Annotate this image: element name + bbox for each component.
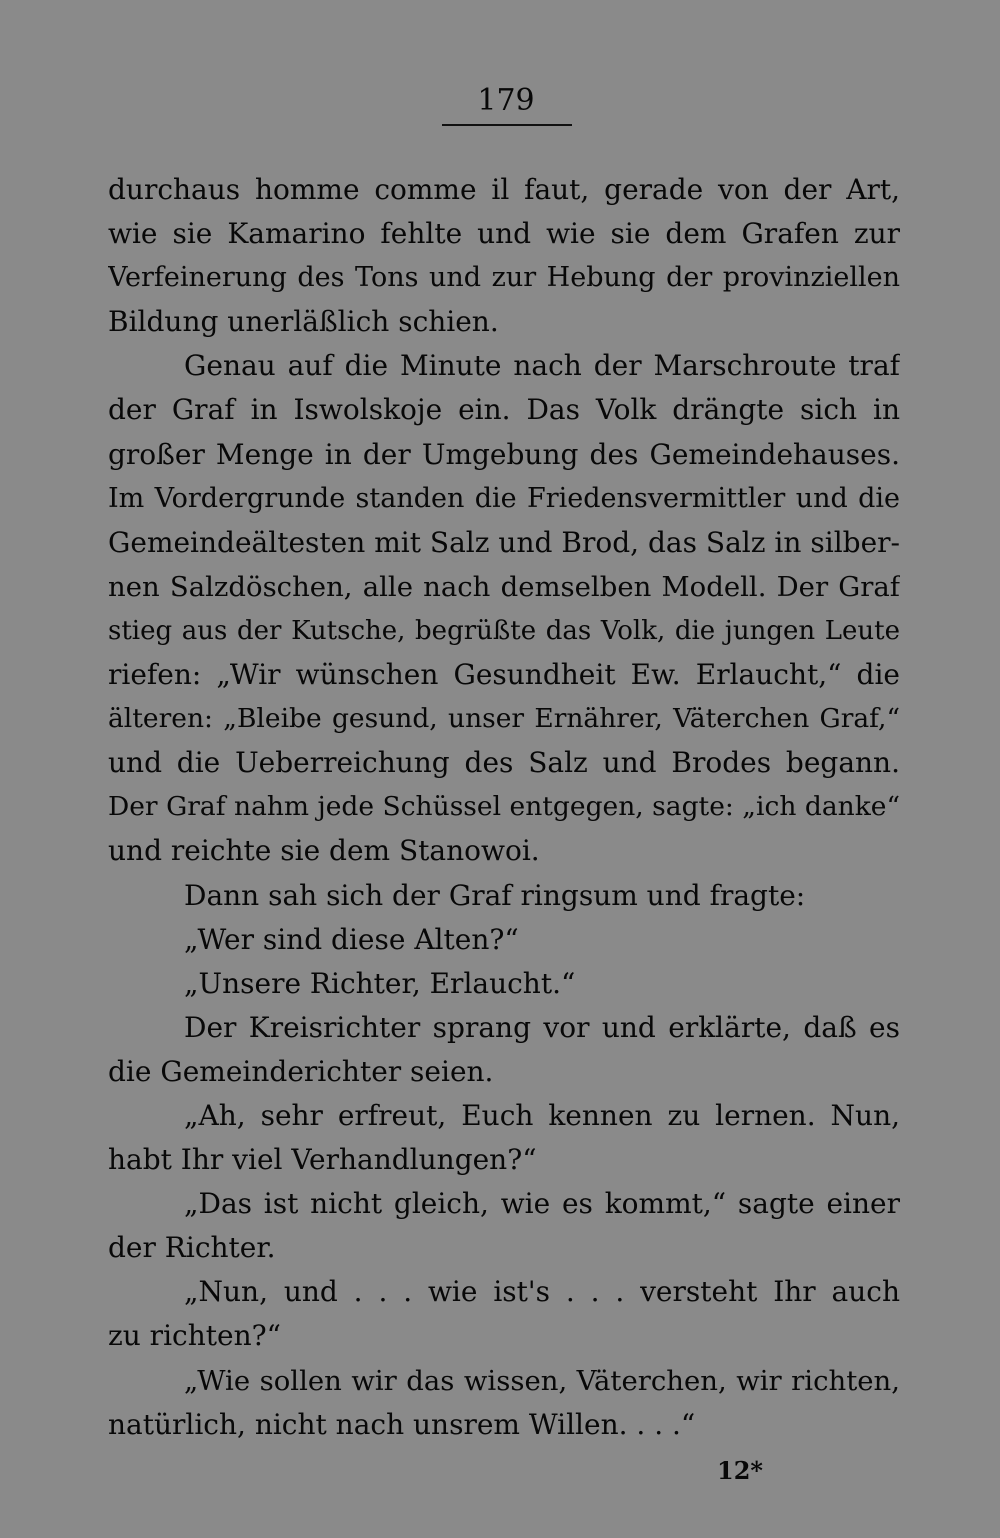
text-line: „Wer sind diese Alten?“ <box>184 922 519 956</box>
text-line: stieg aus der Kutsche, begrüßte das Volk, die jungen Leute <box>108 615 900 646</box>
text-line: die Gemeinderichter seien. <box>108 1054 494 1088</box>
text-line: und reichte sie dem Stanowoi. <box>108 834 540 868</box>
text-line: Verfeinerung des Tons und zur Hebung der provinziellen <box>108 262 900 294</box>
text-line: nen Salzdöschen, alle nach demselben Modell. Der Graf <box>108 570 900 603</box>
text-line: „Das ist nicht gleich, wie es kommt,“ sagte einer <box>184 1187 900 1221</box>
text-line: „Unsere Richter, Erlaucht.“ <box>184 966 576 1000</box>
text-line: „Ah, sehr erfreut, Euch kennen zu lernen. Nun, <box>184 1098 900 1132</box>
text-line: der Graf in Iswolskoje ein. Das Volk drängte sich in <box>108 393 900 427</box>
text-line: Genau auf die Minute nach der Marschroute traf <box>184 349 900 383</box>
text-line: der Richter. <box>108 1231 276 1265</box>
text-line: Im Vordergrunde standen die Friedensvermittler und die <box>108 482 900 514</box>
page-number: 179 <box>477 83 535 118</box>
text-line: „Wie sollen wir das wissen, Väterchen, wir richten, <box>184 1364 900 1397</box>
text-line: Gemeindeältesten mit Salz und Brod, das Salz in silber- <box>108 525 900 559</box>
text-line: und die Ueberreichung des Salz und Brodes begann. <box>108 746 900 780</box>
text-line: wie sie Kamarino fehlte und wie sie dem Grafen zur <box>108 217 900 251</box>
text-line: natürlich, nicht nach unsrem Willen. . . .“ <box>108 1407 696 1441</box>
text-line: durchaus homme comme il faut, gerade von der Art, <box>108 173 900 206</box>
header-rule <box>442 124 572 126</box>
text-line: riefen: „Wir wünschen Gesundheit Ew. Erlaucht,“ die <box>108 658 900 692</box>
text-line: großer Menge in der Umgebung des Gemeindehauses. <box>108 437 900 471</box>
text-line: Bildung unerläßlich schien. <box>108 305 499 339</box>
text-line: zu richten?“ <box>108 1319 281 1353</box>
body-text <box>108 168 900 1447</box>
text-line: Der Kreisrichter sprang vor und erklärte, daß es <box>184 1010 900 1044</box>
text-line: Dann sah sich der Graf ringsum und fragte: <box>184 878 806 912</box>
text-line: Der Graf nahm jede Schüssel entgegen, sagte: „ich danke“ <box>108 791 900 823</box>
signature-mark: 12* <box>717 1456 763 1485</box>
text-line: älteren: „Bleibe gesund, unser Ernährer, Väterchen Graf,“ <box>108 703 900 735</box>
text-line: „Nun, und . . . wie ist's . . . versteht Ihr auch <box>184 1275 900 1309</box>
text-line: habt Ihr viel Verhandlungen?“ <box>108 1143 537 1177</box>
